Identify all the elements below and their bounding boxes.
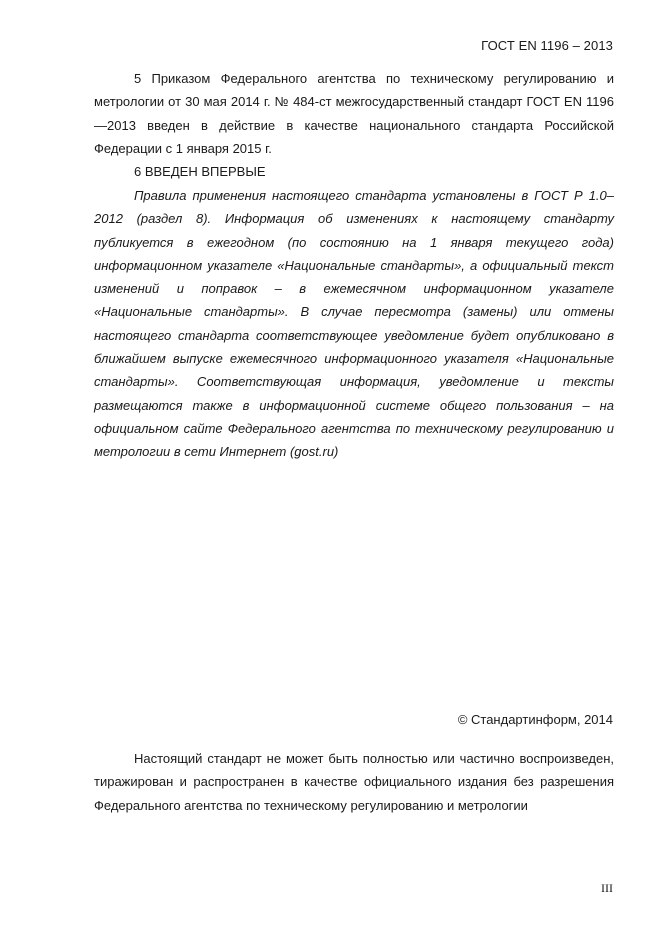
preface-item-6-body: Правила применения настоящего стандарта установлены в ГОСТ Р 1.0–2012 (раздел 8). Информация об изменениях к настоящему стандарту публикуется в ежегодном (по состоянию на 1 января текущего года) информационном указателе «Национальные стандарты», а официальный текст изменений и поправок – в ежемесячном информационном указателе «Национальные стандарты». В случае пересмотра (замены) или отмены настоящего стандарта соответствующее уведомление будет опубликовано в ближайшем выпуске ежемесячного информационного указателя «Национальные стандарты». Соответствующая информация, уведомление и тексты размещаются также в информационной системе общего пользования – на официальном сайте Федерального агентства по техническому регулированию и метрологии в сети Интернет (gost.ru) bbox=[94, 188, 614, 460]
preface-item-6-title: 6 ВВЕДЕН ВПЕРВЫЕ bbox=[134, 164, 266, 179]
page-header-standard-id: ГОСТ EN 1196 – 2013 bbox=[481, 38, 613, 53]
reproduction-notice: Настоящий стандарт не может быть полностью или частично воспроизведен, тиражирован и распространен в качестве официального издания без разрешения Федерального агентства по техническому регулированию и метрологии bbox=[94, 751, 614, 813]
page-number: III bbox=[601, 881, 613, 895]
preface-item-5: 5 Приказом Федерального агентства по техническому регулированию и метрологии от 30 мая 2014 г. № 484-ст межгосударственный стандарт ГОСТ EN 1196—2013 введен в действие в качестве национального стандарта Российской Федерации с 1 января 2015 г. bbox=[94, 71, 614, 156]
copyright-notice: © Стандартинформ, 2014 bbox=[457, 712, 613, 727]
